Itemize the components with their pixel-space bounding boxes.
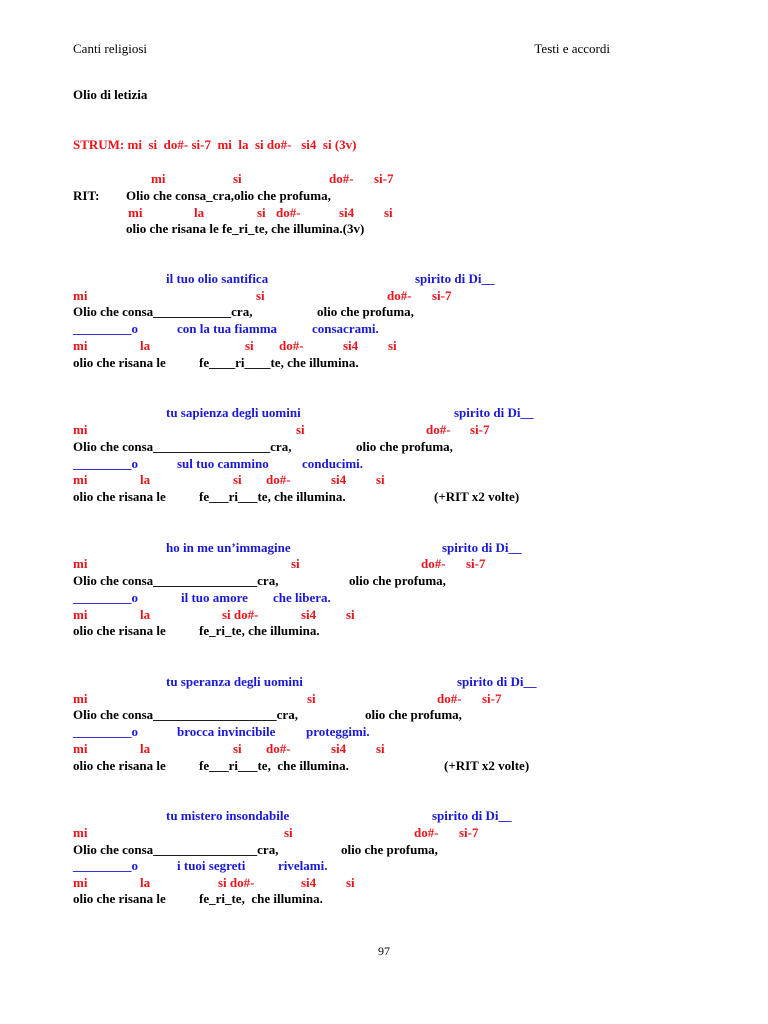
lyric: olio che risana le xyxy=(73,758,166,773)
rit-label: RIT: xyxy=(73,188,100,203)
chord: mi xyxy=(73,875,88,890)
chord: mi xyxy=(73,607,88,622)
chord: si xyxy=(376,741,385,756)
chord: si do#- xyxy=(222,607,259,622)
chord: do#- xyxy=(426,422,451,437)
chord: si xyxy=(307,691,316,706)
lyric: olio che profuma, xyxy=(317,304,414,319)
verse-call: conducimi. xyxy=(302,456,364,471)
chord: la xyxy=(140,472,151,487)
chord: si xyxy=(256,288,265,303)
rit-note: (+RIT x2 volte) xyxy=(444,758,530,773)
strum-line: STRUM: mi si do#- si-7 mi la si do#- si4 si (3v) xyxy=(73,137,357,152)
chord: do#- xyxy=(437,691,462,706)
chord: do#- xyxy=(266,741,291,756)
lyric: olio che profuma, xyxy=(349,573,446,588)
verse-call: sul tuo cammino xyxy=(177,456,269,471)
chord: do#- xyxy=(414,825,439,840)
verse-call: ho in me un’immagine xyxy=(166,540,291,555)
call-o: _________o xyxy=(73,456,138,471)
page-number: 97 xyxy=(378,944,390,958)
chord: la xyxy=(140,338,151,353)
chord: mi xyxy=(73,691,88,706)
lyric: olio che profuma, xyxy=(341,842,438,857)
chord: si4 xyxy=(331,472,347,487)
chord: si4 xyxy=(343,338,359,353)
rit-chord: si4 xyxy=(339,205,355,220)
chord: si xyxy=(346,607,355,622)
header-right: Testi e accordi xyxy=(534,41,610,56)
chord: si xyxy=(291,556,300,571)
chord: si-7 xyxy=(432,288,452,303)
verse-call: che libera. xyxy=(273,590,331,605)
lyric: olio che profuma, xyxy=(365,707,462,722)
chord: mi xyxy=(73,422,88,437)
chord: mi xyxy=(73,556,88,571)
chord: la xyxy=(140,875,151,890)
chord: si xyxy=(233,741,242,756)
rit-chord: do#- xyxy=(329,171,354,186)
lyric: fe_ri_te, che illumina. xyxy=(199,891,323,906)
rit-lyric: olio che risana le fe_ri_te, che illumina.(3v) xyxy=(126,221,365,236)
verse-call: spirito di Di__ xyxy=(454,405,534,420)
rit-chord: la xyxy=(194,205,205,220)
call-o: _________o xyxy=(73,321,138,336)
chord: do#- xyxy=(387,288,412,303)
chord: mi xyxy=(73,288,88,303)
lyric: fe___ri___te, che illumina. xyxy=(199,489,346,504)
chord: si-7 xyxy=(470,422,490,437)
header-left: Canti religiosi xyxy=(73,41,148,56)
chord: mi xyxy=(73,472,88,487)
chord: do#- xyxy=(266,472,291,487)
chord: si do#- xyxy=(218,875,255,890)
verse-call: spirito di Di__ xyxy=(442,540,522,555)
chord: la xyxy=(140,741,151,756)
lyric: fe____ri____te, che illumina. xyxy=(199,355,359,370)
verse-call: con la tua fiamma xyxy=(177,321,278,336)
chord: si xyxy=(233,472,242,487)
verse-call: spirito di Di__ xyxy=(432,808,512,823)
lyric: Olio che consa__________________cra, xyxy=(73,439,292,454)
verse-call: tu mistero insondabile xyxy=(166,808,290,823)
verse-call: consacrami. xyxy=(312,321,379,336)
chord: si-7 xyxy=(482,691,502,706)
call-o: _________o xyxy=(73,590,138,605)
verse-call: il tuo olio santifica xyxy=(166,271,269,286)
verse-call: proteggimi. xyxy=(306,724,370,739)
chord: si4 xyxy=(331,741,347,756)
chord: si xyxy=(388,338,397,353)
verse-call: il tuo amore xyxy=(181,590,248,605)
rit-chord: si xyxy=(233,171,242,186)
chord: mi xyxy=(73,825,88,840)
chord: si4 xyxy=(301,607,317,622)
lyric: olio che risana le xyxy=(73,489,166,504)
rit-note: (+RIT x2 volte) xyxy=(434,489,520,504)
lyric: fe_ri_te, che illumina. xyxy=(199,623,320,638)
lyric: Olio che consa___________________cra, xyxy=(73,707,298,722)
rit-chord: si xyxy=(257,205,266,220)
song-title: Olio di letizia xyxy=(73,87,148,102)
chord: si xyxy=(376,472,385,487)
verse-call: spirito di Di__ xyxy=(457,674,537,689)
rit-lyric: Olio che consa_cra,olio che profuma, xyxy=(126,188,331,203)
call-o: _________o xyxy=(73,724,138,739)
rit-chord: mi xyxy=(151,171,166,186)
verse-call: brocca invincibile xyxy=(177,724,276,739)
lyric: olio che risana le xyxy=(73,623,166,638)
rit-chord: si xyxy=(384,205,393,220)
chord: do#- xyxy=(279,338,304,353)
verse-call: tu speranza degli uomini xyxy=(166,674,303,689)
call-o: _________o xyxy=(73,858,138,873)
chord: si-7 xyxy=(459,825,479,840)
verse-call: rivelami. xyxy=(278,858,328,873)
verse-call: i tuoi segreti xyxy=(177,858,246,873)
lyric: olio che risana le xyxy=(73,355,166,370)
verse-call: tu sapienza degli uomini xyxy=(166,405,301,420)
chord: la xyxy=(140,607,151,622)
lyric: Olio che consa____________cra, xyxy=(73,304,253,319)
chord: mi xyxy=(73,338,88,353)
rit-chord: do#- xyxy=(276,205,301,220)
rit-chord: si-7 xyxy=(374,171,394,186)
chord: si4 xyxy=(301,875,317,890)
chord: mi xyxy=(73,741,88,756)
lyric: Olio che consa________________cra, xyxy=(73,842,279,857)
chord: si xyxy=(296,422,305,437)
lyric: fe___ri___te, che illumina. xyxy=(199,758,349,773)
verse-call: spirito di Di__ xyxy=(415,271,495,286)
rit-chord: mi xyxy=(128,205,143,220)
chord: si xyxy=(346,875,355,890)
lyric: olio che risana le xyxy=(73,891,166,906)
chord: si xyxy=(284,825,293,840)
lyric: Olio che consa________________cra, xyxy=(73,573,279,588)
lyric: olio che profuma, xyxy=(356,439,453,454)
chord: do#- xyxy=(421,556,446,571)
chord: si-7 xyxy=(466,556,486,571)
chord: si xyxy=(245,338,254,353)
